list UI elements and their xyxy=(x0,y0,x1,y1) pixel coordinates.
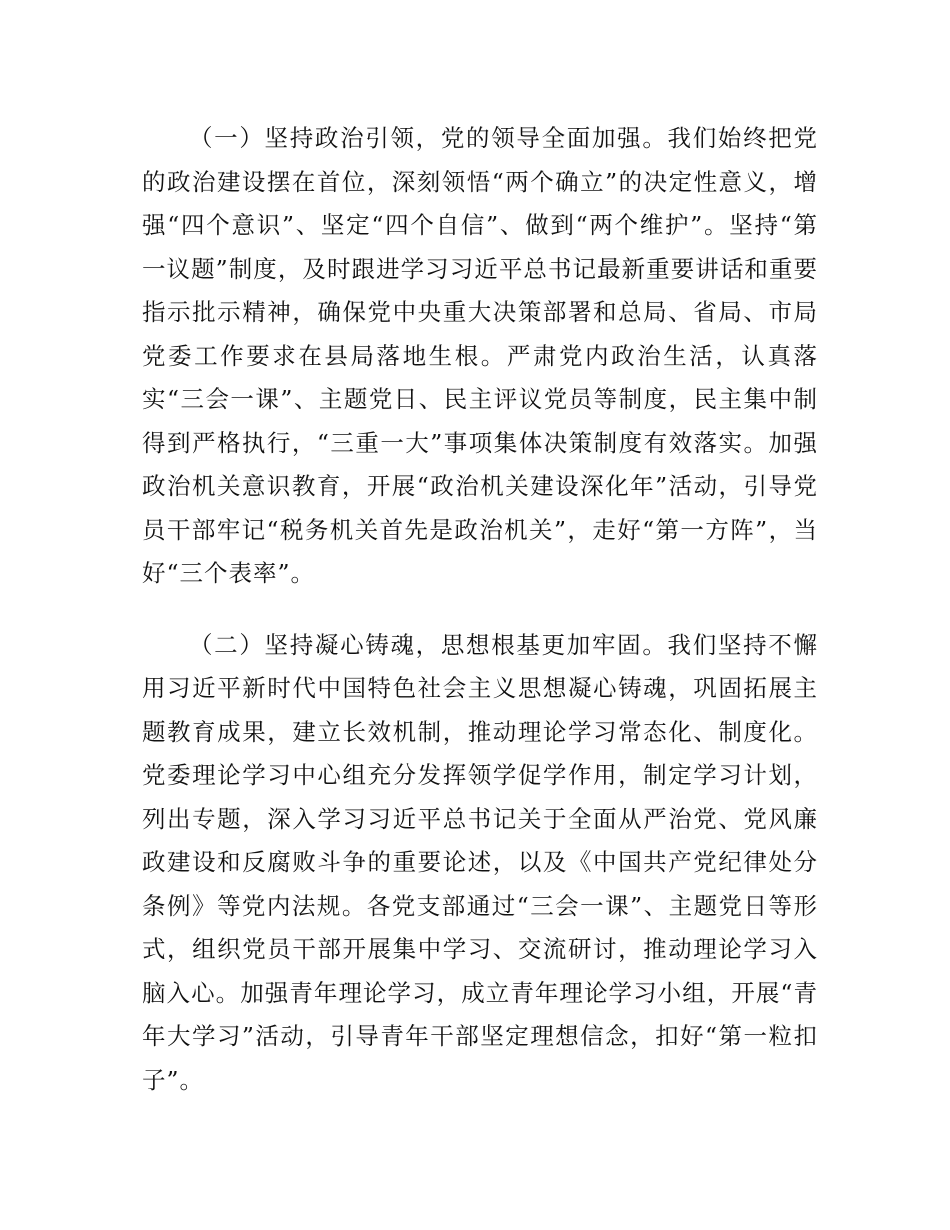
paragraph-2: （二）坚持凝心铸魂，思想根基更加牢固。我们坚持不懈用习近平新时代中国特色社会主义思想凝心铸魂，巩固拓展主题教育成果，建立长效机制，推动理论学习常态化、制度化。党委理论学习中心组充分发挥领学促学作用，制定学习计划，列出专题，深入学习习近平总书记关于全面从严治党、党风廉政建设和反腐败斗争的重要论述，以及《中国共产党纪律处分条例》等党内法规。各党支部通过“三会一课”、主题党日等形式，组织党员干部开展集中学习、交流研讨，推动理论学习入脑入心。加强青年理论学习，成立青年理论学习小组，开展“青年大学习”活动，引导青年干部坚定理想信念，扣好“第一粒扣子”。 xyxy=(142,630,818,1094)
paragraph-1: （一）坚持政治引领，党的领导全面加强。我们始终把党的政治建设摆在首位，深刻领悟“两个确立”的决定性意义，增强“四个意识”、坚定“四个自信”、做到“两个维护”。坚持“第一议题”制度，及时跟进学习习近平总书记最新重要讲话和重要指示批示精神，确保党中央重大决策部署和总局、省局、市局党委工作要求在县局落地生根。严肃党内政治生活，认真落实“三会一课”、主题党日、民主评议党员等制度，民主集中制得到严格执行，“三重一大”事项集体决策制度有效落实。加强政治机关意识教育，开展“政治机关建设深化年”活动，引导党员干部牢记“税务机关首先是政治机关”，走好“第一方阵”，当好“三个表率”。 xyxy=(142,124,818,587)
document-body xyxy=(142,117,818,1102)
